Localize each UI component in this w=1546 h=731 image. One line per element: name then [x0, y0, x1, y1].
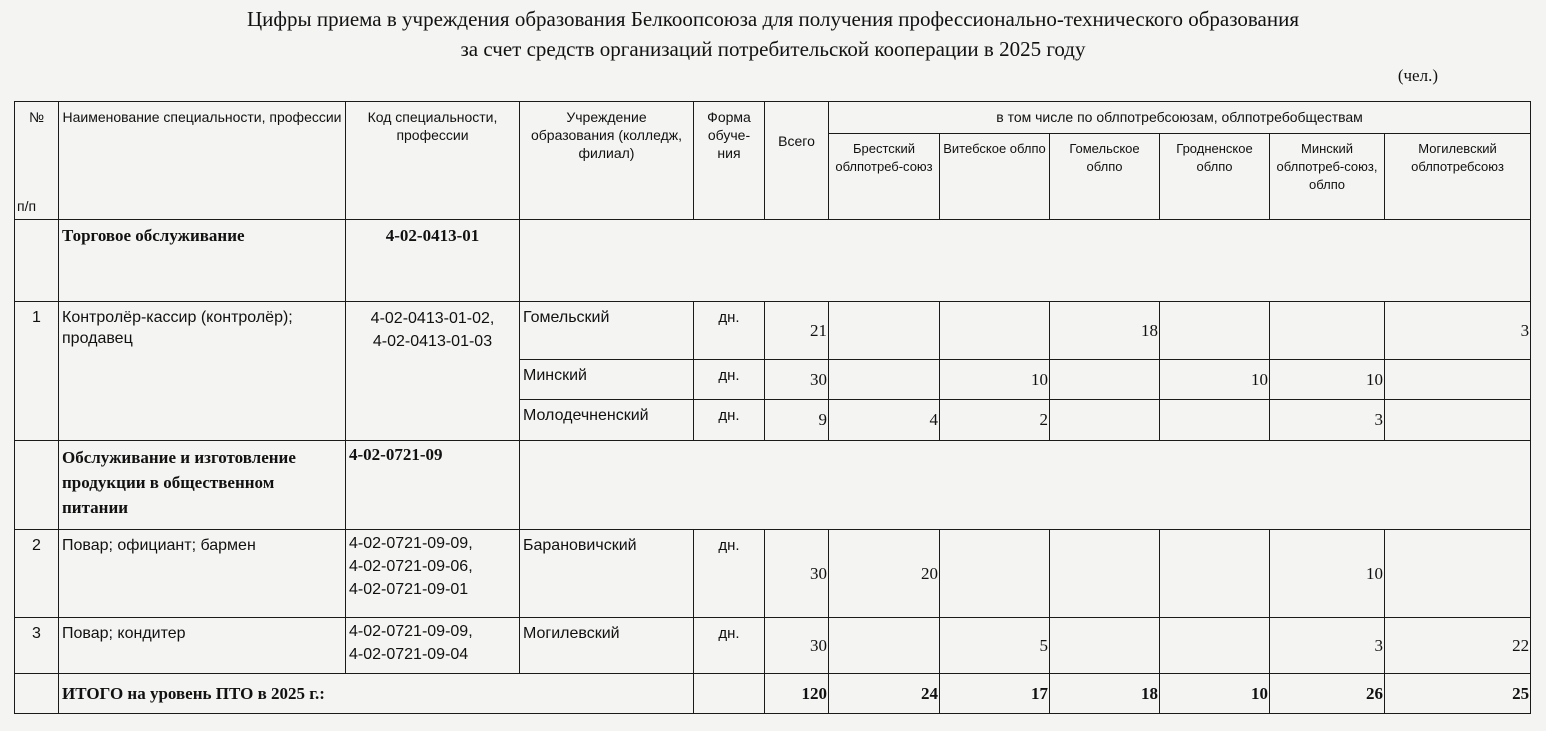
item-region-value: 5: [940, 618, 1050, 674]
item-region-value: 18: [1050, 302, 1160, 360]
item-num: 2: [15, 530, 59, 618]
section-code: 4-02-0721-09: [346, 441, 520, 530]
item-code: 4-02-0721-09-06,: [349, 558, 473, 575]
header-specialty: Наименование специальности, профессии: [59, 102, 346, 220]
item-form: дн.: [694, 400, 765, 441]
item-region-value: [1385, 530, 1531, 618]
item-code: 4-02-0721-09-09,: [349, 623, 473, 640]
header-code: Код специальности, профессии: [346, 102, 520, 220]
item-code: 4-02-0721-09-04: [349, 646, 469, 663]
header-num-top: №: [28, 109, 45, 125]
item-num: 1: [15, 302, 59, 441]
totals-region-value: 18: [1050, 674, 1160, 714]
table-row: [15, 302, 1531, 360]
totals-form-cell: [694, 674, 765, 714]
item-region-value: 3: [1270, 618, 1385, 674]
item-region-value: [940, 530, 1050, 618]
header-form: Форма обуче-ния: [694, 102, 765, 220]
item-name: Повар; официант; бармен: [59, 530, 346, 618]
item-region-value: 22: [1385, 618, 1531, 674]
item-region-value: [829, 302, 940, 360]
section-empty-cell: [520, 441, 1531, 530]
title-line-2: за счет средств организаций потребительской кооперации в 2025 году: [460, 37, 1086, 61]
item-form: дн.: [694, 618, 765, 674]
item-region-value: [1160, 530, 1270, 618]
item-region-value: [1160, 400, 1270, 441]
item-region-value: [940, 302, 1050, 360]
item-region-value: [1050, 530, 1160, 618]
item-region-value: [1270, 302, 1385, 360]
section-name: Обслуживание и изготовление продукции в общественном питании: [59, 441, 346, 530]
item-region-value: 3: [1385, 302, 1531, 360]
section-code: 4-02-0413-01: [346, 220, 520, 302]
item-region-value: 10: [1160, 360, 1270, 400]
totals-num-cell: [15, 674, 59, 714]
item-total: 30: [765, 530, 829, 618]
item-form: дн.: [694, 360, 765, 400]
item-region-value: [829, 618, 940, 674]
item-region-value: 4: [829, 400, 940, 441]
item-region-value: 10: [940, 360, 1050, 400]
item-institution: Барановичский: [520, 530, 694, 618]
item-name: Контролёр-кассир (контролёр); продавец: [59, 302, 346, 441]
item-region-value: 10: [1270, 360, 1385, 400]
totals-region-value: 25: [1385, 674, 1531, 714]
item-region-value: 2: [940, 400, 1050, 441]
item-region-value: 10: [1270, 530, 1385, 618]
title-line-1: Цифры приема в учреждения образования Белкоопсоюза для получения профессионально-технического образования: [246, 7, 1300, 31]
item-institution: Минский: [520, 360, 694, 400]
table-row: [15, 618, 1531, 674]
section-row-trade: [15, 220, 1531, 302]
totals-label: ИТОГО на уровень ПТО в 2025 г.:: [59, 674, 694, 714]
item-region-value: [1160, 618, 1270, 674]
item-region-value: 3: [1270, 400, 1385, 441]
section-num-cell: [15, 220, 59, 302]
item-region-value: [1160, 302, 1270, 360]
section-name: Торговое обслуживание: [59, 220, 346, 302]
item-form: дн.: [694, 302, 765, 360]
item-region-value: [1050, 400, 1160, 441]
admission-table: [14, 101, 1531, 714]
item-institution: Молодечненский: [520, 400, 694, 441]
item-codes: [346, 618, 520, 674]
header-row-1: [15, 102, 1531, 134]
totals-region-value: 17: [940, 674, 1050, 714]
item-institution: Могилевский: [520, 618, 694, 674]
header-region-grodno: Гродненское облпо: [1160, 134, 1270, 220]
item-region-value: [1385, 360, 1531, 400]
item-region-value: [1050, 360, 1160, 400]
header-num-bottom: п/п: [17, 198, 37, 214]
item-code: 4-02-0721-09-01: [349, 581, 469, 598]
totals-region-value: 10: [1160, 674, 1270, 714]
header-region-mogilev: Могилевский облпотребсоюз: [1385, 134, 1531, 220]
header-institution: Учреждение образования (колледж, филиал): [520, 102, 694, 220]
document-title: [0, 4, 1546, 64]
header-region-gomel: Гомельское облпо: [1050, 134, 1160, 220]
item-total: 30: [765, 618, 829, 674]
item-codes: [346, 530, 520, 618]
header-region-brest: Брестский облпотреб-союз: [829, 134, 940, 220]
item-total: 21: [765, 302, 829, 360]
item-region-value: 20: [829, 530, 940, 618]
item-total: 30: [765, 360, 829, 400]
table-row: [15, 530, 1531, 618]
item-institution: Гомельский: [520, 302, 694, 360]
item-region-value: [1385, 400, 1531, 441]
header-region-vitebsk: Витебское облпо: [940, 134, 1050, 220]
item-total: 9: [765, 400, 829, 441]
header-num: [15, 102, 59, 220]
header-total: Всего: [765, 102, 829, 220]
item-name: Повар; кондитер: [59, 618, 346, 674]
totals-total: 120: [765, 674, 829, 714]
item-region-value: [1050, 618, 1160, 674]
item-form: дн.: [694, 530, 765, 618]
totals-region-value: 24: [829, 674, 940, 714]
section-row-catering: [15, 441, 1531, 530]
totals-region-value: 26: [1270, 674, 1385, 714]
units-label: (чел.): [1397, 66, 1438, 85]
section-empty-cell: [520, 220, 1531, 302]
item-num: 3: [15, 618, 59, 674]
header-region-minsk: Минский облпотреб-союз, облпо: [1270, 134, 1385, 220]
header-regions-group: в том числе по облпотребсоюзам, облпотребобществам: [829, 102, 1531, 134]
item-region-value: [829, 360, 940, 400]
item-codes: [346, 302, 520, 441]
item-code: 4-02-0413-01-03: [372, 333, 493, 350]
section-num-cell: [15, 441, 59, 530]
item-code: 4-02-0413-01-02,: [370, 310, 495, 327]
item-code: 4-02-0721-09-09,: [349, 535, 473, 552]
totals-row: [15, 674, 1531, 714]
